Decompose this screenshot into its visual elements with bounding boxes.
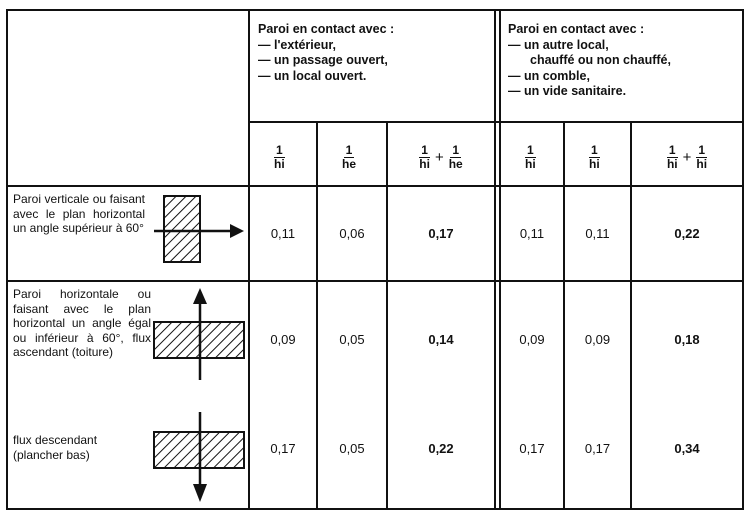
col-header-3 bbox=[388, 140, 494, 174]
table-cell: 0,17 bbox=[584, 441, 611, 456]
table-cell: 0,22 bbox=[674, 226, 700, 241]
vertical-wall-heat-flow-diagram bbox=[150, 192, 248, 272]
table-border-left bbox=[6, 9, 8, 510]
table-cell: 0,09 bbox=[584, 332, 611, 347]
group1-item: — l'extérieur, bbox=[258, 37, 337, 52]
group2-item: — un autre local, bbox=[508, 37, 609, 52]
fraction-numerator: 1 bbox=[421, 142, 428, 157]
table-cell: 0,05 bbox=[339, 441, 365, 456]
table-cell: 0,11 bbox=[585, 226, 610, 241]
table-cell: 0,09 bbox=[519, 332, 545, 347]
group1-title: Paroi en contact avec : bbox=[258, 22, 395, 36]
table-cell: 0,34 bbox=[674, 441, 700, 456]
fraction-numerator: 1 bbox=[452, 142, 460, 157]
table-cell: 0,18 bbox=[674, 332, 700, 347]
roof-upward-heat-flow-diagram bbox=[152, 282, 248, 382]
group1-item: — un local ouvert. bbox=[258, 68, 367, 83]
group2-title: Paroi en contact avec : bbox=[508, 22, 645, 36]
plus-sign: + bbox=[682, 148, 692, 166]
table-cell: 0,14 bbox=[428, 332, 454, 347]
row-label-horizontal-wall: Paroi horizontale ou faisant avec le plan horizontal un angle égal ou inférieur à 60°, flux ascendant (toiture) bbox=[13, 287, 151, 359]
table-cell: 0,17 bbox=[270, 441, 296, 456]
fraction-numerator: 1 bbox=[698, 142, 706, 157]
col-header-4 bbox=[501, 140, 563, 174]
table-border-right bbox=[742, 9, 744, 510]
fraction-denominator: hi bbox=[274, 156, 285, 171]
group1-item: — un passage ouvert, bbox=[258, 53, 388, 67]
table-cell: 0,09 bbox=[270, 332, 296, 347]
group2-item: — un comble, bbox=[508, 68, 590, 83]
fraction-numerator: 1 bbox=[590, 142, 598, 157]
fraction-numerator: 1 bbox=[526, 142, 534, 157]
col-header-5 bbox=[565, 140, 630, 174]
row-label-downward-flux: flux descendant (plancher bas) bbox=[13, 433, 98, 462]
table-cell: 0,11 bbox=[270, 226, 296, 241]
fraction-denominator: hi bbox=[589, 156, 600, 171]
col-header-1 bbox=[250, 140, 316, 174]
group-divider-a bbox=[494, 9, 496, 510]
header-subdivider bbox=[248, 121, 744, 123]
table-cell: 0,17 bbox=[428, 226, 454, 241]
table-cell: 0,06 bbox=[339, 226, 365, 241]
col-header-6 bbox=[632, 140, 742, 174]
fraction-denominator: he bbox=[342, 156, 357, 171]
fraction-numerator: 1 bbox=[345, 142, 353, 157]
group1-header bbox=[258, 22, 490, 84]
col-header-2 bbox=[318, 140, 386, 174]
table-cell: 0,17 bbox=[519, 441, 545, 456]
table-cell: 0,11 bbox=[519, 226, 545, 241]
group-divider-b bbox=[499, 9, 501, 510]
fraction-denominator: he bbox=[448, 156, 463, 171]
table-cell: 0,22 bbox=[428, 441, 454, 456]
row1-bottom-line bbox=[6, 280, 744, 282]
group2-header bbox=[508, 22, 740, 100]
row-label-vertical-wall: Paroi verticale ou faisant avec le plan horizontal un angle supérieur à 60° bbox=[13, 192, 145, 235]
label-column-line bbox=[248, 9, 250, 510]
table-border-top bbox=[6, 9, 744, 11]
fraction-denominator: hi bbox=[666, 156, 678, 171]
fraction-denominator: hi bbox=[419, 156, 430, 171]
fraction-numerator: 1 bbox=[668, 142, 676, 157]
fraction-denominator: hi bbox=[525, 156, 536, 171]
plus-sign: + bbox=[434, 148, 444, 166]
floor-downward-heat-flow-diagram bbox=[152, 410, 248, 506]
group2-item: — un vide sanitaire. bbox=[508, 84, 627, 98]
fraction-denominator: hi bbox=[696, 156, 708, 171]
fraction-numerator: 1 bbox=[275, 142, 283, 157]
group2-item: chauffé ou non chauffé, bbox=[530, 53, 671, 67]
table-cell: 0,05 bbox=[339, 332, 365, 347]
header-bottom-line bbox=[6, 185, 744, 187]
table-border-bottom bbox=[6, 508, 744, 510]
